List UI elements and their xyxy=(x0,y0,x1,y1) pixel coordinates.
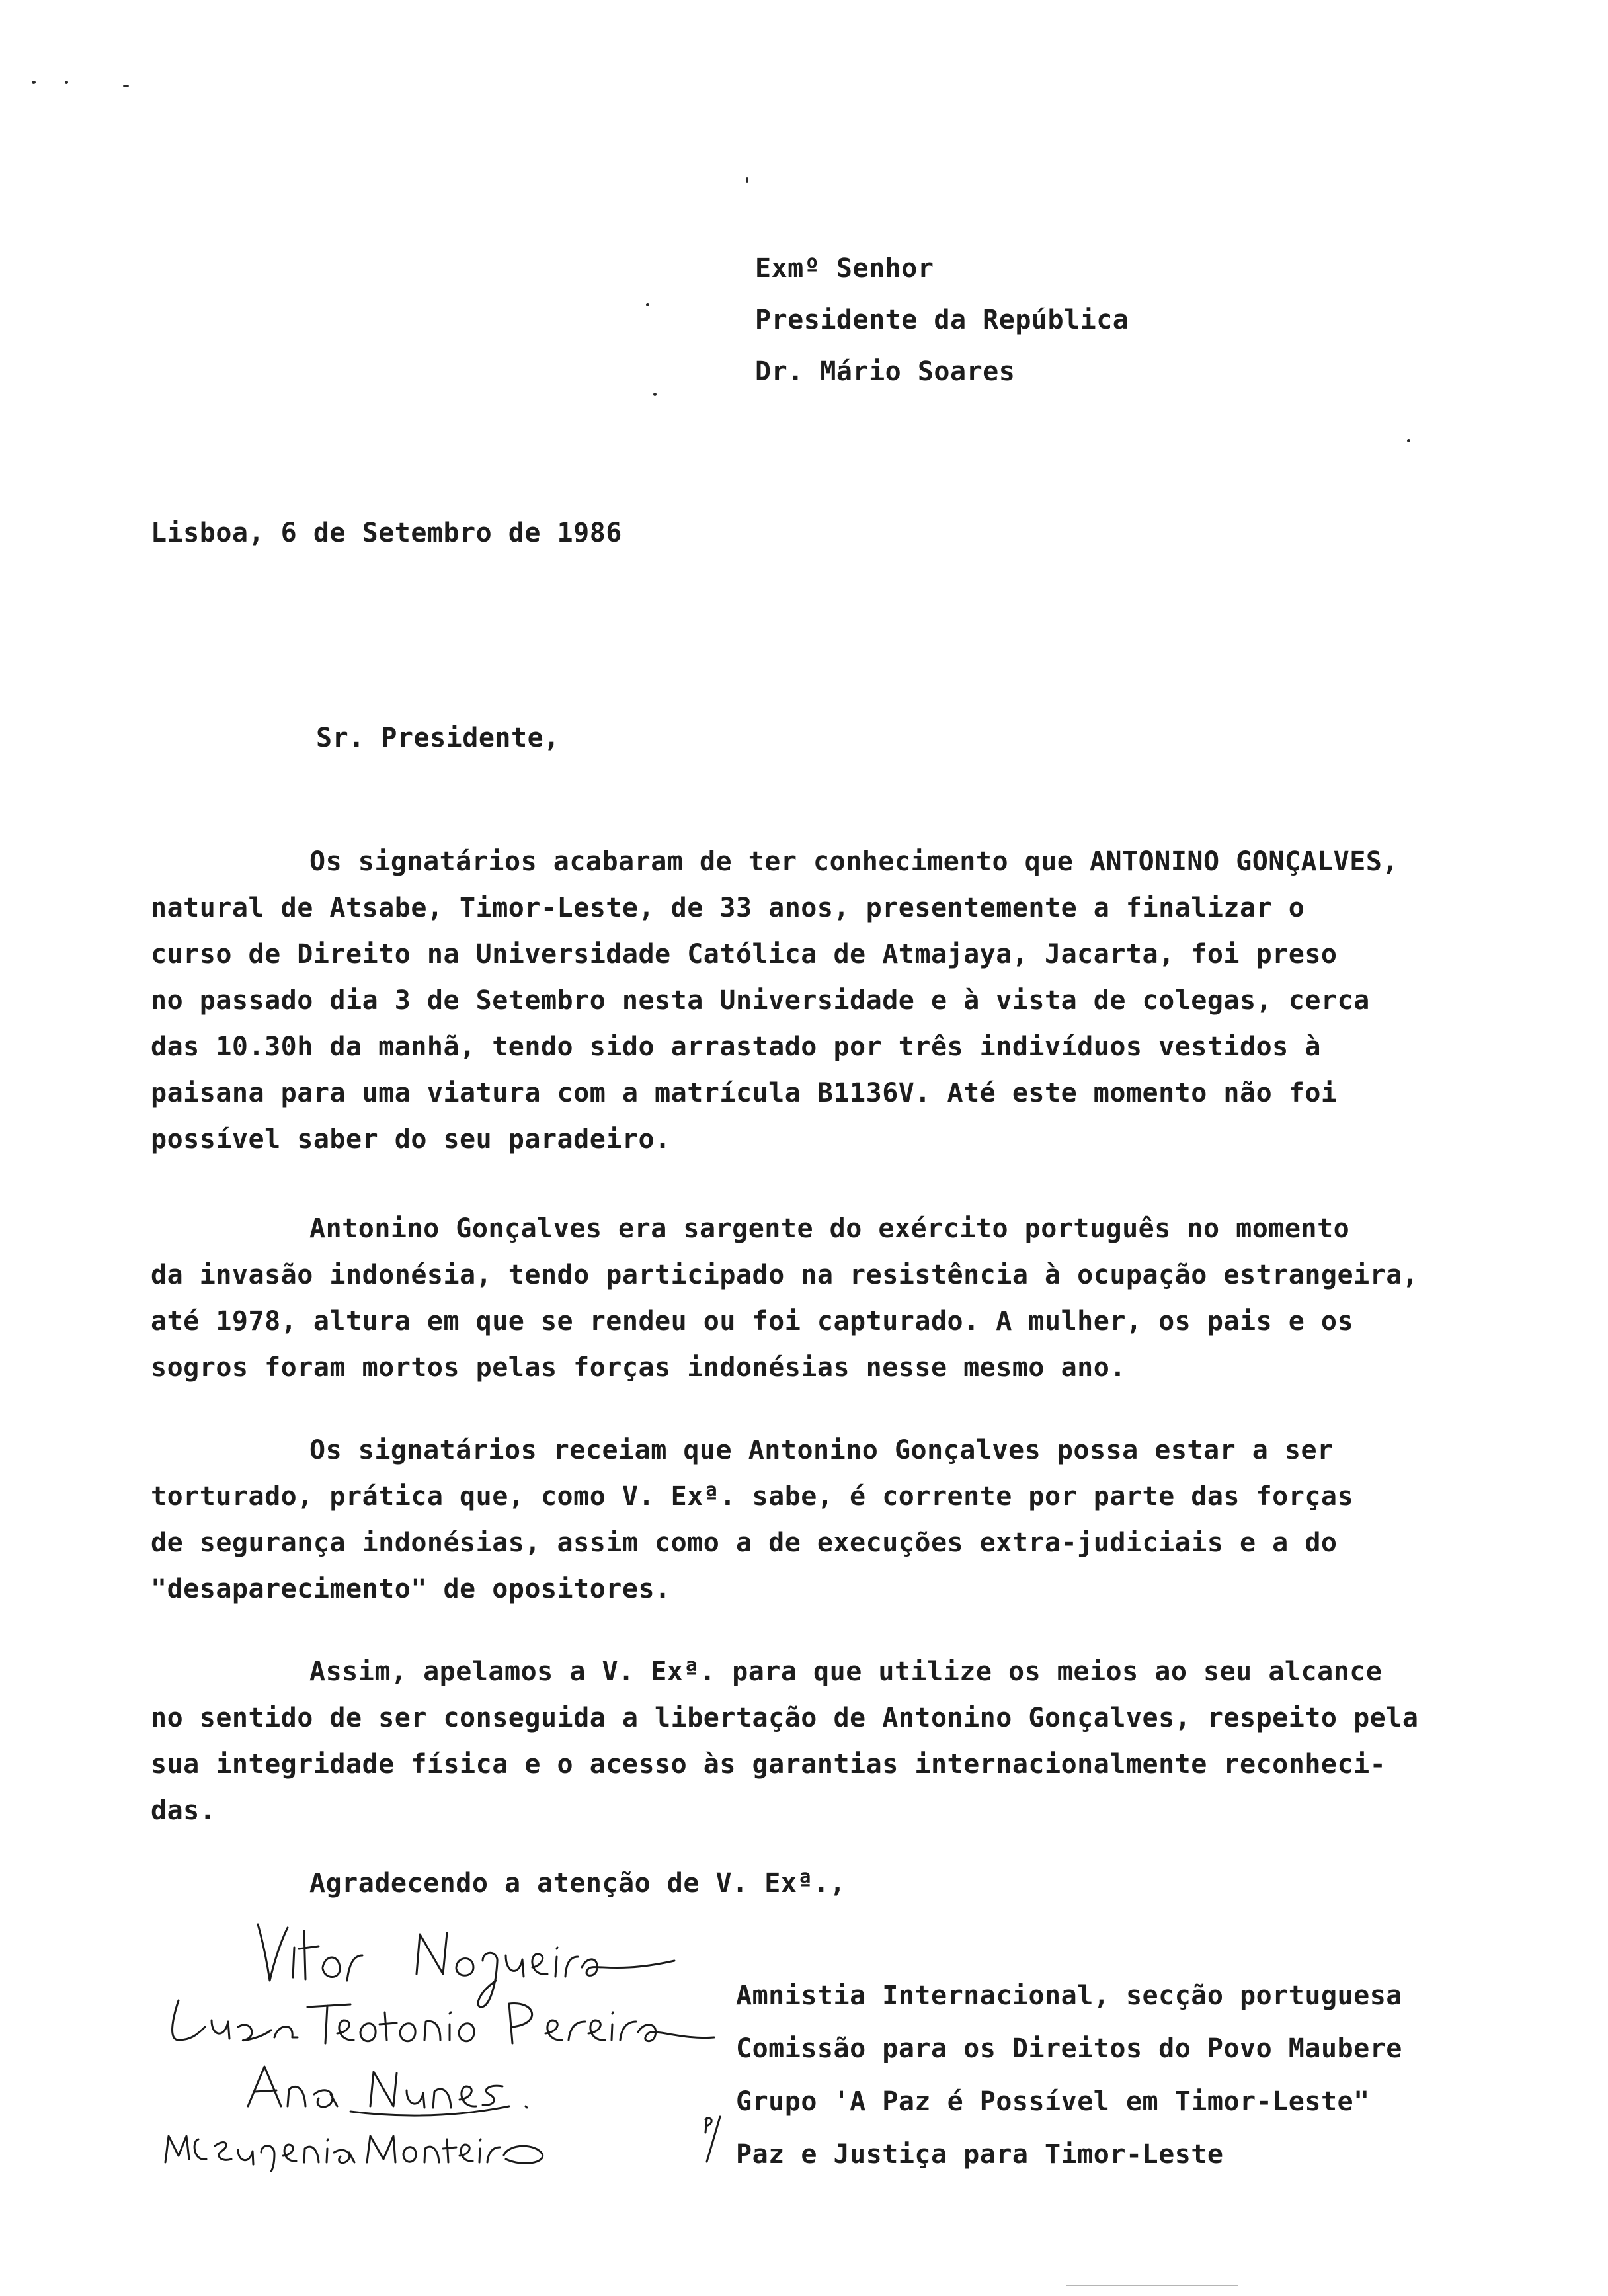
addressee-line-2: Presidente da República xyxy=(755,305,1129,335)
paragraph-1-line: Os signatários acabaram de ter conhecimento que ANTONINO GONÇALVES, xyxy=(309,846,1398,877)
signature-ana-nunes xyxy=(248,2067,527,2115)
scan-speck xyxy=(1066,2285,1238,2286)
closing-line: Agradecendo a atenção de V. Exª., xyxy=(309,1868,846,1899)
addressee-line-1: Exmº Senhor xyxy=(755,253,934,284)
paragraph-2-line: Antonino Gonçalves era sargente do exército português no momento xyxy=(309,1213,1350,1244)
paragraph-1-line: curso de Direito na Universidade Católica de Atmajaya, Jacarta, foi preso xyxy=(151,939,1338,969)
paragraph-3-line: de segurança indonésias, assim como a de execuções extra-judiciais e a do xyxy=(151,1528,1338,1558)
signature-m-eugenia-monteiro xyxy=(165,2136,543,2172)
date-line: Lisboa, 6 de Setembro de 1986 xyxy=(151,518,622,548)
handwritten-signatures xyxy=(152,1908,734,2172)
per-procurationem-mark xyxy=(698,2113,731,2168)
scan-speck xyxy=(1407,439,1410,442)
scan-speck xyxy=(646,303,649,306)
scan-speck xyxy=(653,393,657,396)
signature-vitor-nogueira xyxy=(258,1924,674,2007)
organization-line: Grupo 'A Paz é Possível em Timor-Leste" xyxy=(736,2086,1370,2117)
addressee-line-3: Dr. Mário Soares xyxy=(755,356,1016,387)
organization-line: Amnistia Internacional, secção portuguesa xyxy=(736,1981,1402,2011)
paragraph-1-line: no passado dia 3 de Setembro nesta Universidade e à vista de colegas, cerca xyxy=(151,985,1370,1016)
paragraph-4-line: sua integridade física e o acesso às garantias internacionalmente reconheci- xyxy=(151,1749,1387,1780)
paragraph-4-line: Assim, apelamos a V. Exª. para que utilize os meios ao seu alcance xyxy=(309,1657,1383,1687)
organization-line: Comissão para os Direitos do Povo Maubere xyxy=(736,2033,1402,2064)
scan-speck xyxy=(65,81,68,84)
paragraph-2-line: sogros foram mortos pelas forças indonésias nesse mesmo ano. xyxy=(151,1352,1126,1383)
paragraph-3-line: "desaparecimento" de opositores. xyxy=(151,1574,671,1604)
paragraph-3-line: torturado, prática que, como V. Exª. sabe, é corrente por parte das forças xyxy=(151,1481,1354,1512)
paragraph-4-line: no sentido de ser conseguida a libertação de Antonino Gonçalves, respeito pela xyxy=(151,1703,1419,1733)
paragraph-1-line: possível saber do seu paradeiro. xyxy=(151,1124,671,1155)
paragraph-3-line: Os signatários receiam que Antonino Gonçalves possa estar a ser xyxy=(309,1435,1334,1465)
scan-speck xyxy=(123,85,129,87)
paragraph-2-line: até 1978, altura em que se rendeu ou foi capturado. A mulher, os pais e os xyxy=(151,1306,1354,1336)
salutation: Sr. Presidente, xyxy=(316,723,560,753)
paragraph-1-line: paisana para uma viatura com a matrícula B1136V. Até este momento não foi xyxy=(151,1078,1338,1108)
paragraph-1-line: das 10.30h da manhã, tendo sido arrastado por três indivíduos vestidos à xyxy=(151,1032,1321,1062)
organization-line: Paz e Justiça para Timor-Leste xyxy=(736,2139,1224,2170)
paragraph-1-line: natural de Atsabe, Timor-Leste, de 33 anos, presentemente a finalizar o xyxy=(151,893,1305,923)
paragraph-4-line: das. xyxy=(151,1795,216,1826)
scan-speck xyxy=(746,177,748,183)
scan-speck xyxy=(32,81,36,84)
paragraph-2-line: da invasão indonésia, tendo participado na resistência à ocupação estrangeira, xyxy=(151,1260,1419,1290)
signature-luisa-teotonio-pereira xyxy=(173,2000,714,2043)
